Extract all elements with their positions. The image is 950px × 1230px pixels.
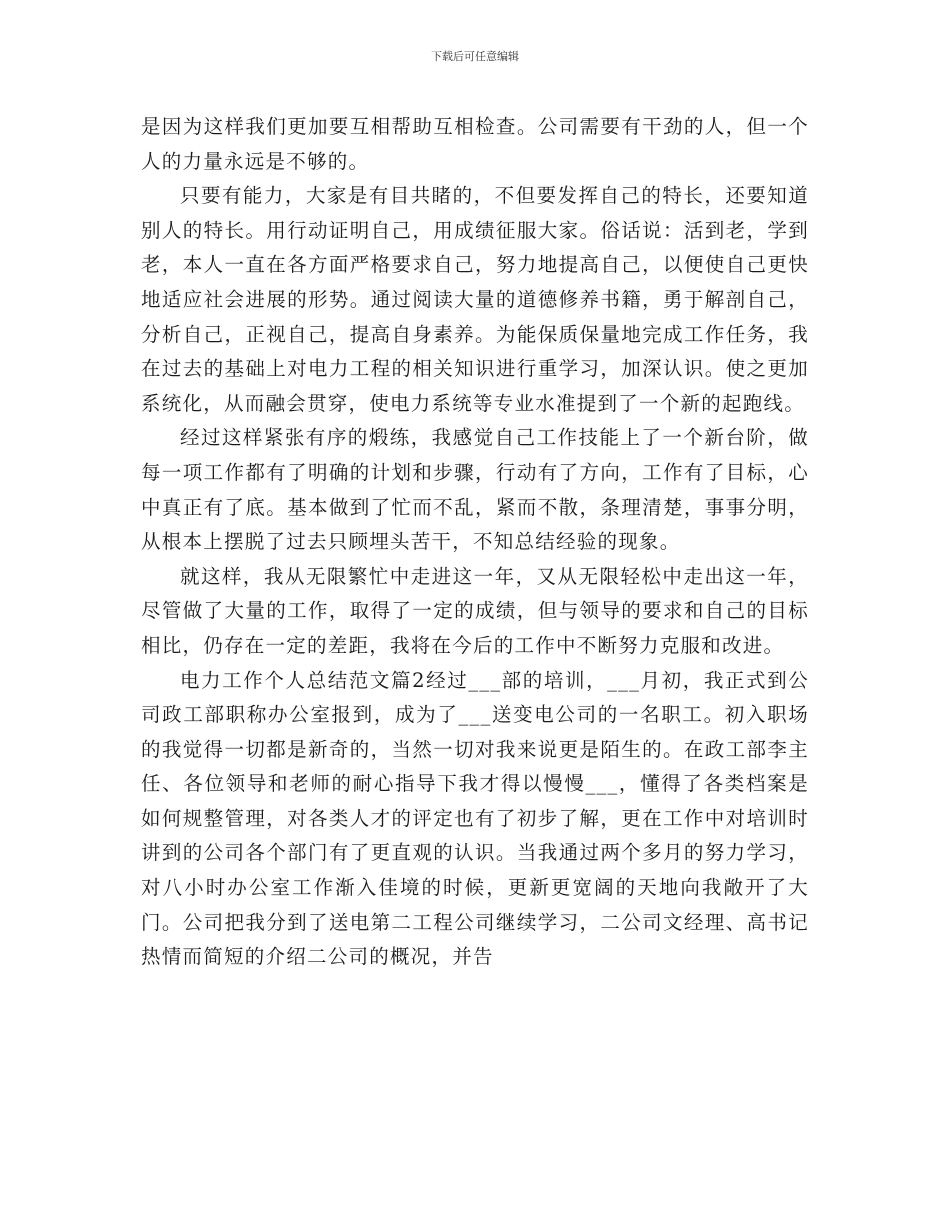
paragraph: 电力工作个人总结范文篇2经过___部的培训，___月初，我正式到公司政工部职称办公室报到，成为了___送变电公司的一名职工。初入职场的我觉得一切都是新奇的，当然一切对我来说更是陌生的。在政工部李主任、各位领导和老师的耐心指导下我才得以慢慢___，懂得了各类档案是如何规整管理，对各类人才的评定也有了初步了解，更在工作中对培训时讲到的公司各个部门有了更直观的认识。当我通过两个多月的努力学习，对八小时办公室工作渐入佳境的时候，更新更宽阔的天地向我敞开了大门。公司把我分到了送电第二工程公司继续学习，二公司文经理、高书记热情而简短的介绍二公司的概况，并告: [141, 668, 809, 969]
paragraph: 只要有能力，大家是有目共睹的，不但要发挥自己的特长，还要知道别人的特长。用行动证明自己，用成绩征服大家。俗话说：活到老，学到老，本人一直在各方面严格要求自己，努力地提高自己，以便使自己更快地适应社会进展的形势。通过阅读大量的道德修养书籍，勇于解剖自己，分析自己，正视自己，提高自身素养。为能保质保量地完成工作任务，我在过去的基础上对电力工程的相关知识进行重学习，加深认识。使之更加系统化，从而融会贯穿，使电力系统等专业水准提到了一个新的起跑线。: [141, 184, 809, 415]
header-note: 下载后可任意编辑: [431, 50, 519, 63]
paragraph: 就这样，我从无限繁忙中走进这一年，又从无限轻松中走出这一年，尽管做了大量的工作，取得了一定的成绩，但与领导的要求和自己的目标相比，仍存在一定的差距，我将在今后的工作中不断努力克服和改进。: [141, 564, 809, 657]
document-body: [141, 110, 809, 975]
paragraph: 是因为这样我们更加要互相帮助互相检查。公司需要有干劲的人，但一个人的力量永远是不够的。: [141, 115, 809, 173]
paragraph: 经过这样紧张有序的煅练，我感觉自己工作技能上了一个新台阶，做每一项工作都有了明确的计划和步骤，行动有了方向，工作有了目标，心中真正有了底。基本做到了忙而不乱，紧而不散，条理清楚，事事分明，从根本上摆脱了过去只顾埋头苦干，不知总结经验的现象。: [141, 426, 809, 554]
